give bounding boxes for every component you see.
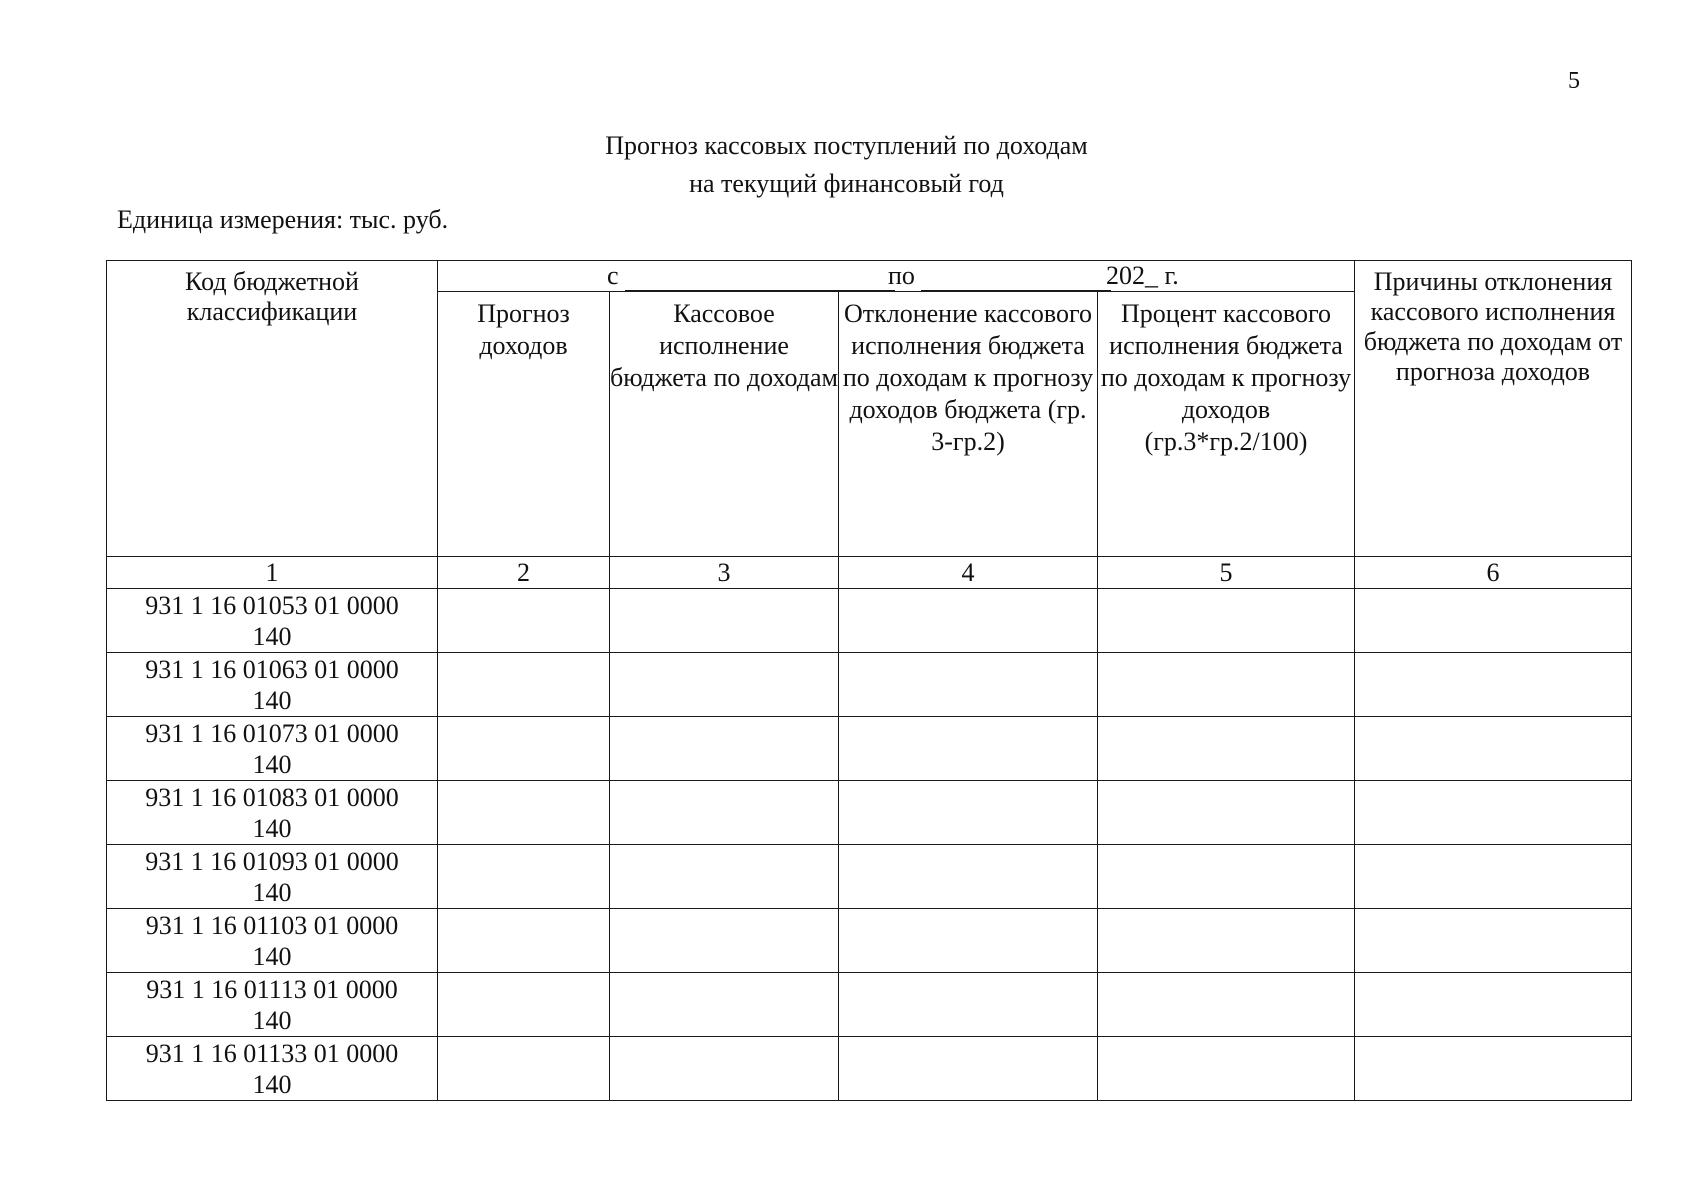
empty-cell: [610, 909, 839, 973]
budget-code-cell: [107, 845, 438, 909]
header-percent: Процент кассового исполнения бюджета по доходам к прогнозу доходов (гр.3*гр.2/100): [1098, 292, 1355, 557]
empty-cell: [839, 781, 1098, 845]
empty-cell: [610, 781, 839, 845]
budget-code-cell: [107, 653, 438, 717]
budget-code-cell: [107, 589, 438, 653]
empty-cell: [1098, 909, 1355, 973]
empty-cell: [438, 1037, 610, 1101]
empty-cell: [1098, 1037, 1355, 1101]
column-number: 1: [107, 557, 438, 589]
budget-code-line2: 140: [252, 749, 292, 779]
table-row: [107, 973, 1632, 1037]
budget-code-line2: 140: [252, 941, 292, 971]
empty-cell: [1098, 653, 1355, 717]
empty-cell: [839, 717, 1098, 781]
budget-code-line2: 140: [252, 1005, 292, 1035]
budget-code-cell: [107, 781, 438, 845]
empty-cell: [839, 845, 1098, 909]
budget-code-line1: 931 1 16 01133 01 0000: [145, 1038, 399, 1068]
budget-code-line1: 931 1 16 01063 01 0000: [145, 654, 399, 684]
empty-cell: [1355, 717, 1632, 781]
column-number: 3: [610, 557, 839, 589]
empty-cell: [438, 717, 610, 781]
header-reasons: Причины отклонения кассового исполнения бюджета по доходам от прогноза доходов: [1355, 261, 1632, 557]
table-row: [107, 589, 1632, 653]
empty-cell: [610, 973, 839, 1037]
period-from-blank: [625, 290, 895, 291]
budget-code-line1: 931 1 16 01103 01 0000: [145, 910, 399, 940]
header-period: [438, 261, 1355, 292]
table-row: [107, 845, 1632, 909]
budget-code-line1: 931 1 16 01073 01 0000: [145, 718, 399, 748]
empty-cell: [438, 653, 610, 717]
header-cash-execution: Кассовое исполнение бюджета по доходам: [610, 292, 839, 557]
column-number: 6: [1355, 557, 1632, 589]
unit-label: Единица измерения: тыс. руб.: [117, 205, 449, 234]
column-number: 2: [438, 557, 610, 589]
empty-cell: [1355, 973, 1632, 1037]
period-year-label: 202_ г.: [1106, 261, 1179, 290]
budget-code-cell: [107, 909, 438, 973]
empty-cell: [438, 909, 610, 973]
empty-cell: [1098, 845, 1355, 909]
page-number: 5: [1568, 68, 1580, 94]
budget-code-line1: 931 1 16 01113 01 0000: [146, 974, 398, 1004]
empty-cell: [839, 909, 1098, 973]
column-number: 5: [1098, 557, 1355, 589]
empty-cell: [1098, 717, 1355, 781]
header-deviation: Отклонение кассового исполнения бюджета по доходам к прогнозу доходов бюджета (гр. 3-гр.2): [839, 292, 1098, 557]
empty-cell: [839, 589, 1098, 653]
forecast-table: [106, 260, 1632, 1101]
document-subtitle: на текущий финансовый год: [689, 169, 1004, 198]
budget-code-line2: 140: [252, 813, 292, 843]
empty-cell: [610, 653, 839, 717]
empty-cell: [610, 717, 839, 781]
empty-cell: [610, 589, 839, 653]
budget-code-line1: 931 1 16 01093 01 0000: [145, 846, 399, 876]
empty-cell: [1355, 845, 1632, 909]
table-row: [107, 717, 1632, 781]
empty-cell: [839, 653, 1098, 717]
empty-cell: [1355, 781, 1632, 845]
table-row: [107, 909, 1632, 973]
empty-cell: [1355, 653, 1632, 717]
empty-cell: [1355, 589, 1632, 653]
empty-cell: [839, 1037, 1098, 1101]
budget-code-line2: 140: [252, 685, 292, 715]
budget-code-cell: [107, 1037, 438, 1101]
budget-code-cell: [107, 717, 438, 781]
empty-cell: [438, 973, 610, 1037]
empty-cell: [438, 589, 610, 653]
budget-code-line1: 931 1 16 01083 01 0000: [145, 782, 399, 812]
empty-cell: [1098, 781, 1355, 845]
table-row: [107, 781, 1632, 845]
table-row: [107, 1037, 1632, 1101]
empty-cell: [1098, 973, 1355, 1037]
empty-cell: [1355, 909, 1632, 973]
document-title: Прогноз кассовых поступлений по доходам: [605, 131, 1088, 160]
header-budget-code: Код бюджетной классификации: [107, 261, 438, 557]
period-to-label: по: [888, 261, 915, 290]
header-forecast: Прогноз доходов: [438, 292, 610, 557]
budget-code-cell: [107, 973, 438, 1037]
column-number: 4: [839, 557, 1098, 589]
budget-code-line1: 931 1 16 01053 01 0000: [145, 590, 399, 620]
empty-cell: [610, 1037, 839, 1101]
empty-cell: [1355, 1037, 1632, 1101]
budget-code-line2: 140: [252, 621, 292, 651]
budget-code-line2: 140: [252, 1069, 292, 1099]
empty-cell: [438, 781, 610, 845]
table-row: [107, 653, 1632, 717]
empty-cell: [610, 845, 839, 909]
empty-cell: [1098, 589, 1355, 653]
period-from-label: с: [607, 261, 619, 290]
budget-code-line2: 140: [252, 877, 292, 907]
empty-cell: [438, 845, 610, 909]
empty-cell: [839, 973, 1098, 1037]
period-to-blank: [921, 290, 1111, 291]
